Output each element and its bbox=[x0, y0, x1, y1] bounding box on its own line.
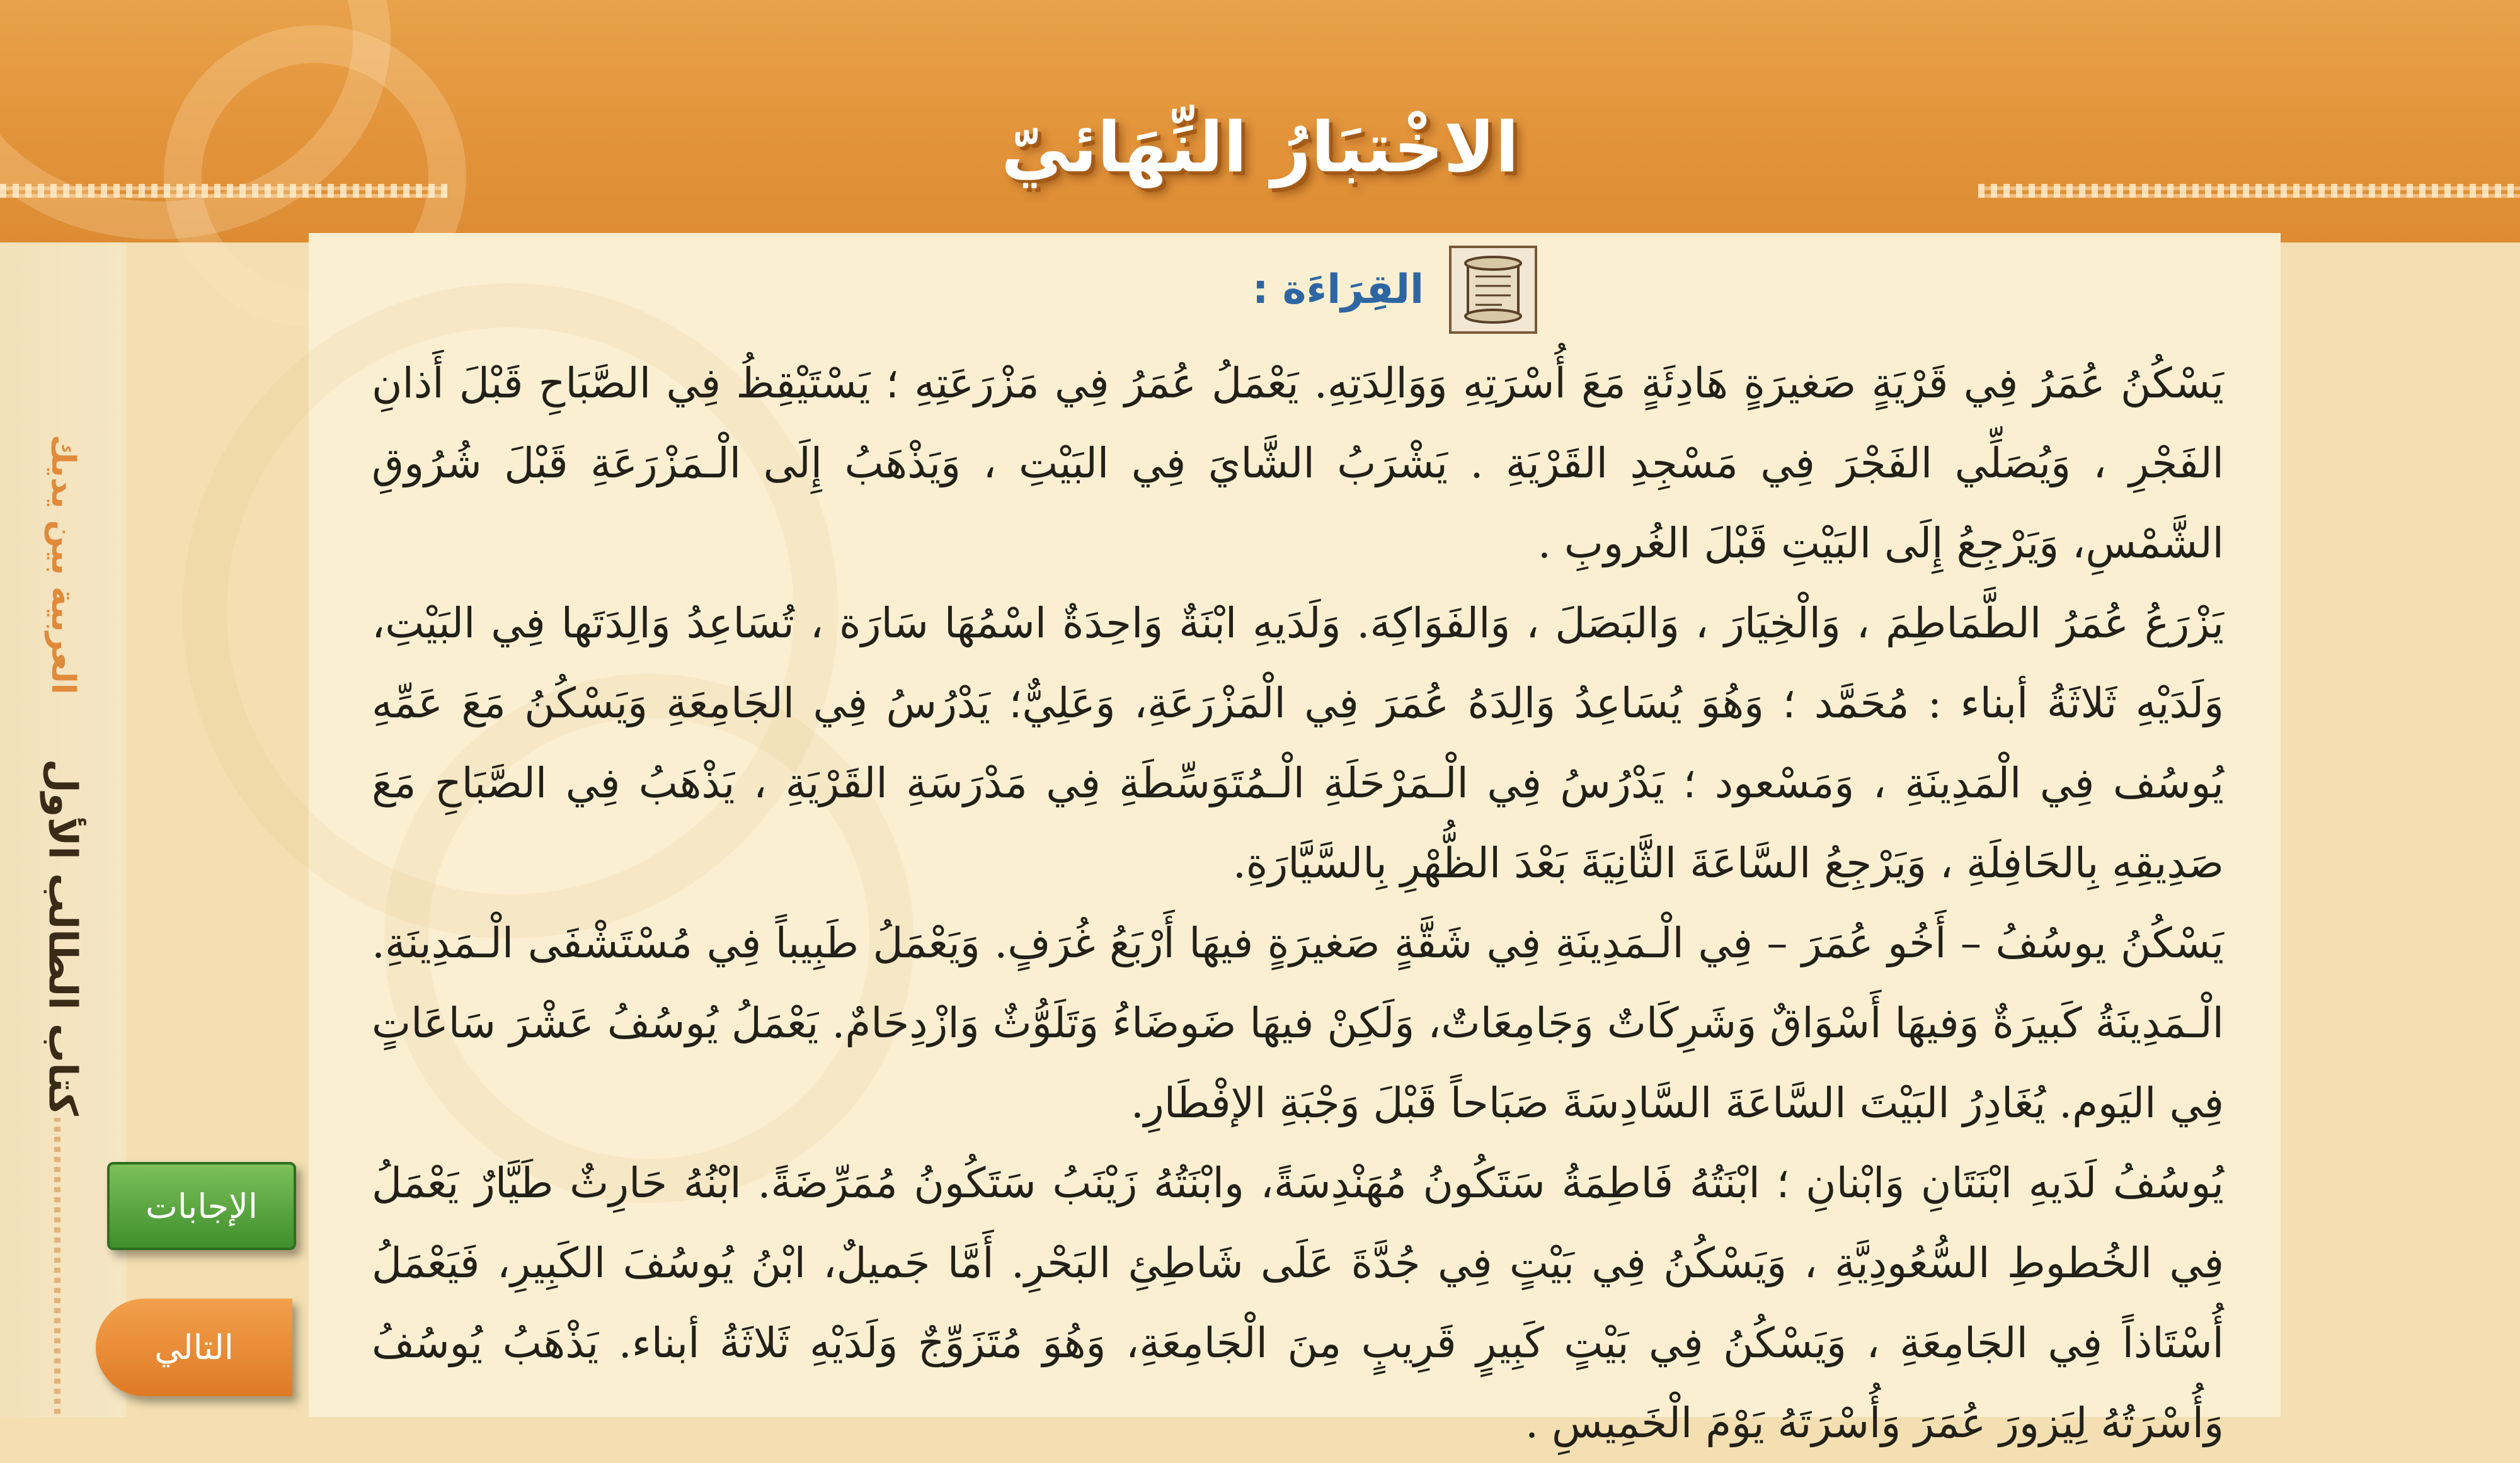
next-button[interactable]: التالي bbox=[96, 1299, 292, 1396]
book-label: كتاب الطالب الأول bbox=[40, 759, 86, 1116]
section-title: القِرَاءَة : bbox=[1252, 266, 1424, 313]
reading-paragraph: يَسْكُنُ يوسُفُ – أَخُو عُمَرَ – فِي الْـمَدِينَةِ فِي شَقَّةٍ صَغيرَةٍ فيهَا أَرْبَعُ غُرَفٍ. وَيَعْمَلُ طَبِيباً فِي مُسْتَشْفَى الْـمَدِينَةِ. الْـمَدِينَةُ كَبيرَةٌ وَفيهَا أَسْوَاقٌ وَشَرِكَاتٌ وَجَامِعَاتٌ، وَلَكِنْ فيهَا ضَوضَاءُ وَتَلَوُّثٌ وَازْدِحَامٌ. يَعْمَلُ يُوسُفُ عَشْرَ سَاعَاتٍ فِي اليَوم. يُغَادِرُ البَيْتَ السَّاعَةَ السَّادِسَةَ صَبَاحاً قَبْلَ وَجْبَةِ الإفْطَارِ. bbox=[372, 919, 2224, 1127]
reading-paragraph: يَسْكُنُ عُمَرُ فِي قَرْيَةٍ صَغيرَةٍ هَادِئَةٍ مَعَ أُسْرَتِهِ وَوَالِدَتِهِ. يَعْمَلُ عُمَرُ فِي مَزْرَعَتِهِ ؛ يَسْتَيْقِظُ فِي الصَّبَاحِ قَبْلَ أَذانِ الفَجْرِ ، وَيُصَلِّي الفَجْرَ فِي مَسْجِدِ القَرْيَةِ . يَشْرَبُ الشَّايَ فِي البَيْتِ ، وَيَذْهَبُ إِلَى الْـمَزْرَعَةِ قَبْلَ شُرُوقِ الشَّمْسِ، وَيَرْجِعُ إِلَى البَيْتِ قَبْلَ الغُروبِ . bbox=[372, 359, 2224, 567]
reading-paragraph: يُوسُفُ لَدَيهِ ابْنَتَانِ وَابْنانِ ؛ ابْنَتُهُ فَاطِمَةُ سَتَكُونُ مُهَنْدِسَةً، وابْنَتُهُ زَيْنَبُ سَتَكُونُ مُمَرِّضَةً. ابْنُهُ حَارِثٌ طَيَّارٌ يَعْمَلُ فِي الخُطوطِ السُّعُودِيَّةِ ، وَيَسْكُنُ فِي بَيْتٍ فِي جُدَّةَ عَلَى شَاطِئِ البَحْرِ. أَمَّا جَميلٌ، ابْنُ يُوسُفَ الكَبِيرِ، فَيَعْمَلُ أُسْتَاذاً فِي الجَامِعَةِ ، وَيَسْكُنُ فِي بَيْتٍ كَبِيرٍ قَرِيبٍ مِنَ الْجَامِعَةِ، وَهُوَ مُتَزَوِّجٌ وَلَدَيْهِ ثَلاثَةُ أبناء. يَذْهَبُ يُوسُفُ وَأُسْرَتُهُ لِيَزورَ عُمَرَ وَأُسْرَتَهُ يَوْمَ الْخَمِيسِ . bbox=[372, 1159, 2224, 1447]
answers-button[interactable]: الإجابات bbox=[107, 1162, 296, 1250]
page-header bbox=[0, 0, 2520, 242]
page-title: الاخْتبَارُ النِّهَائيّ bbox=[1000, 107, 1520, 188]
scroll-icon bbox=[1449, 246, 1537, 334]
reading-panel bbox=[309, 233, 2281, 1447]
section-header bbox=[1252, 242, 1537, 337]
series-label: العربية بين يديك bbox=[44, 435, 82, 695]
reading-paragraph: يَزْرَعُ عُمَرُ الطَّمَاطِمَ ، وَالْخِيَارَ ، وَالبَصَلَ ، وَالفَوَاكِهَ. وَلَدَيهِ ابْنَةٌ وَاحِدَةٌ اسْمُهَا سَارَة ، تُسَاعِدُ وَالِدَتَها فِي البَيْتِ، وَلَدَيْهِ ثَلاثَةُ أبناء : مُحَمَّد ؛ وَهُوَ يُسَاعِدُ وَالِدَهُ عُمَرَ فِي الْمَزْرَعَةِ، وَعَلِيٌّ؛ يَدْرُسُ فِي الجَامِعَةِ وَيَسْكُنُ مَعَ عَمِّهِ يُوسُف فِي الْمَدِينَةِ ، وَمَسْعود ؛ يَدْرُسُ فِي الْـمَرْحَلَةِ الْـمُتَوَسِّطَةِ فِي مَدْرَسَةِ القَرْيَةِ ، يَذْهَبُ فِي الصَّبَاحِ مَعَ صَدِيقِهِ بِالحَافِلَةِ ، وَيَرْجِعُ السَّاعَةَ الثَّانِيَةَ بَعْدَ الظُّهْرِ بِالسَّيَّارَةِ. bbox=[372, 599, 2224, 887]
sidebar-stitch-decoration bbox=[54, 1118, 60, 1414]
reading-text bbox=[372, 343, 2224, 1463]
